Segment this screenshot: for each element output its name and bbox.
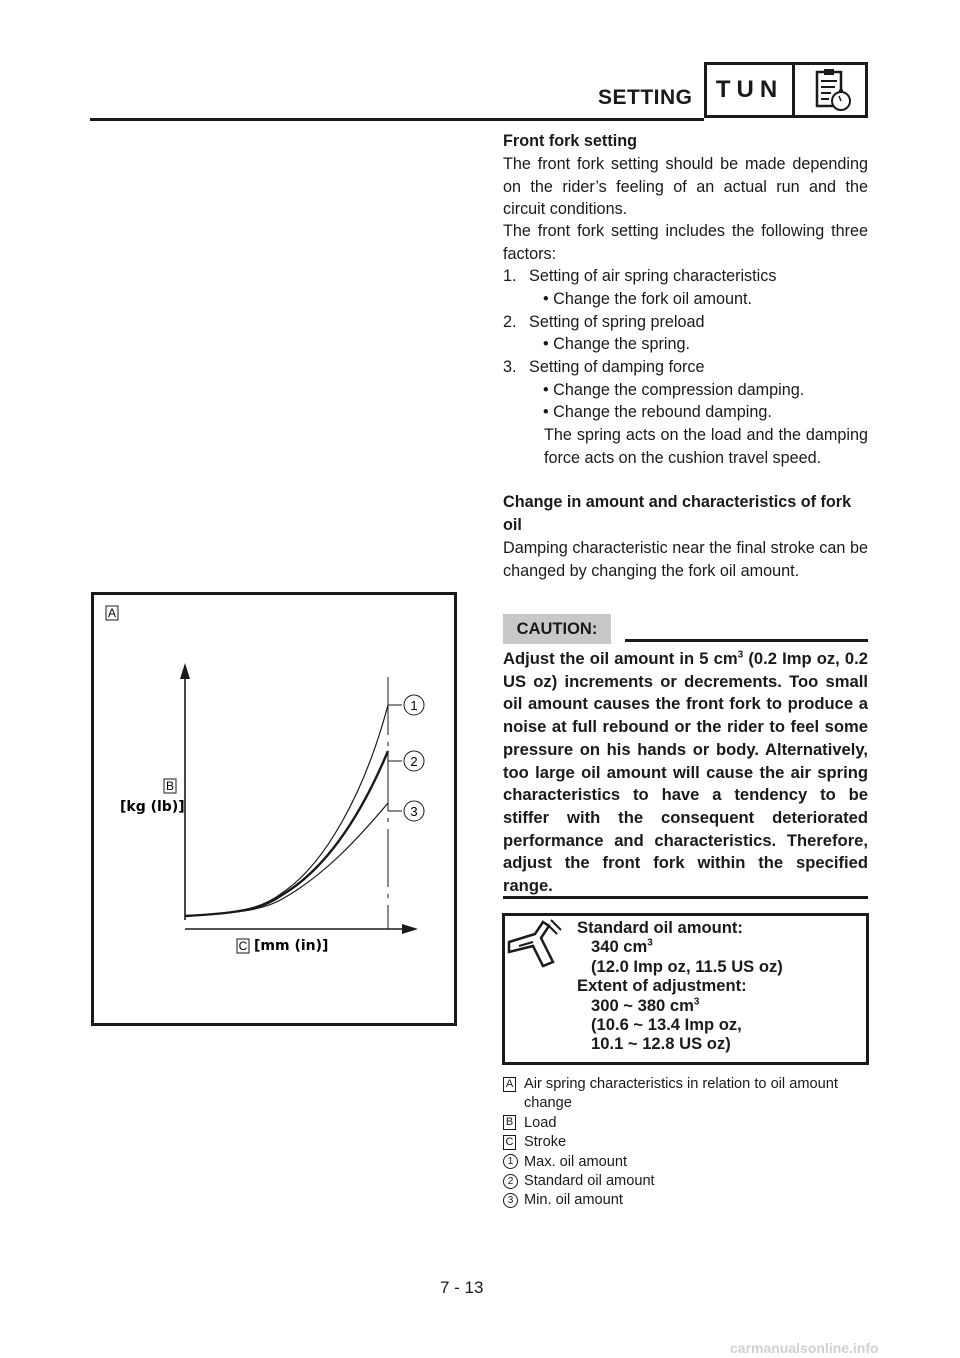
- figure-label-b: B: [165, 779, 175, 793]
- figure-legend: [503, 1075, 873, 1211]
- factor-item-3: [503, 356, 868, 379]
- header-rule: [90, 118, 704, 121]
- page-number: 7 - 13: [440, 1278, 484, 1297]
- intro-paragraph-2: The front fork setting includes the following three factors:: [503, 222, 868, 263]
- legend-item: A Air spring characteristics in relation to oil amount change: [503, 1075, 873, 1114]
- heading-front-fork-setting: Front fork setting: [503, 132, 637, 150]
- extent-sub-2: 10.1 ~ 12.8 US oz): [591, 1034, 731, 1054]
- curve-standard: [185, 751, 388, 916]
- y-axis-unit: [kg (lb)]: [120, 799, 185, 815]
- figure-label-a: A: [107, 606, 117, 620]
- standard-oil-sub: (12.0 Imp oz, 11.5 US oz): [591, 956, 783, 976]
- x-axis-unit: [mm (in)]: [254, 938, 329, 954]
- spec-text: [577, 918, 783, 1054]
- y-axis-arrow: [180, 663, 190, 679]
- factor-item-2: [503, 311, 868, 334]
- caution-bottom-rule: [503, 896, 868, 899]
- x-axis-arrow: [402, 924, 418, 934]
- section-title: SETTING: [598, 86, 693, 109]
- legend-item: B Load: [503, 1114, 873, 1133]
- callout-3: 3: [410, 804, 418, 819]
- clipboard-stopwatch-icon: [792, 62, 868, 118]
- caution-label: CAUTION:: [503, 614, 611, 644]
- extent-label: Extent of adjustment:: [577, 976, 747, 996]
- caution-top-rule: [625, 639, 868, 642]
- callout-2: 2: [410, 754, 418, 769]
- legend-item: C Stroke: [503, 1133, 873, 1152]
- legend-item: 2 Standard oil amount: [503, 1172, 873, 1191]
- factor-note: The spring acts on the load and the damping force acts on the cushion travel speed.: [544, 426, 868, 467]
- callout-1: 1: [410, 698, 418, 713]
- factor-label: Setting of spring preload: [529, 313, 705, 331]
- factor-number: 2.: [503, 313, 517, 331]
- caution-text: Adjust the oil amount in 5 $cm^3$ (0.2 Imp oz, 0.2 US oz) increments or decrements. Too small oil amount causes the front fork to produce a noise at full rebound or the rider to feel some pressure on his hands or body. Alternatively, too large oil amount will cause the air spring characteristics to have a tendency to be stiffer with the consequent deteriorated performance and characteristics. Therefore, adjust the front fork within the specified range.: [503, 649, 868, 896]
- section-code-box: TUN: [704, 62, 792, 118]
- curve-min: [185, 803, 388, 916]
- watermark: carmanualsonline.info: [730, 1340, 879, 1356]
- caliper-tool-icon: [505, 916, 575, 976]
- extent-sub-1: (10.6 ~ 13.4 Imp oz,: [591, 1015, 742, 1035]
- oil-change-paragraph: Damping characteristic near the final stroke can be changed by changing the fork oil amount.: [503, 539, 868, 580]
- legend-item: 1 Max. oil amount: [503, 1153, 873, 1172]
- factor-number: 3.: [503, 358, 517, 376]
- factor-label: Setting of air spring characteristics: [529, 267, 777, 285]
- factor-number: 1.: [503, 267, 517, 285]
- heading-oil-change: Change in amount and characteristics of fork oil: [503, 493, 852, 534]
- standard-oil-label: Standard oil amount:: [577, 918, 743, 937]
- extent-value: 300 ~ 380 $cm^3$: [591, 995, 700, 1015]
- figure-label-c: C: [238, 939, 248, 953]
- factor-label: Setting of damping force: [529, 358, 705, 376]
- legend-item: 3 Min. oil amount: [503, 1191, 873, 1210]
- factor-bullet: • Change the fork oil amount.: [543, 290, 753, 308]
- factor-bullet: • Change the compression damping.: [543, 381, 805, 399]
- factor-bullet: • Change the rebound damping.: [543, 403, 772, 421]
- standard-oil-value: 340 $cm^3$: [591, 937, 653, 957]
- factor-item-1: [503, 265, 868, 288]
- air-spring-figure: [91, 592, 457, 1026]
- factor-bullet: • Change the spring.: [543, 335, 690, 353]
- intro-paragraph-1: The front fork setting should be made depending on the rider’s feeling of an actual run and the circuit conditions.: [503, 155, 868, 219]
- figure-drawing: [94, 595, 454, 1023]
